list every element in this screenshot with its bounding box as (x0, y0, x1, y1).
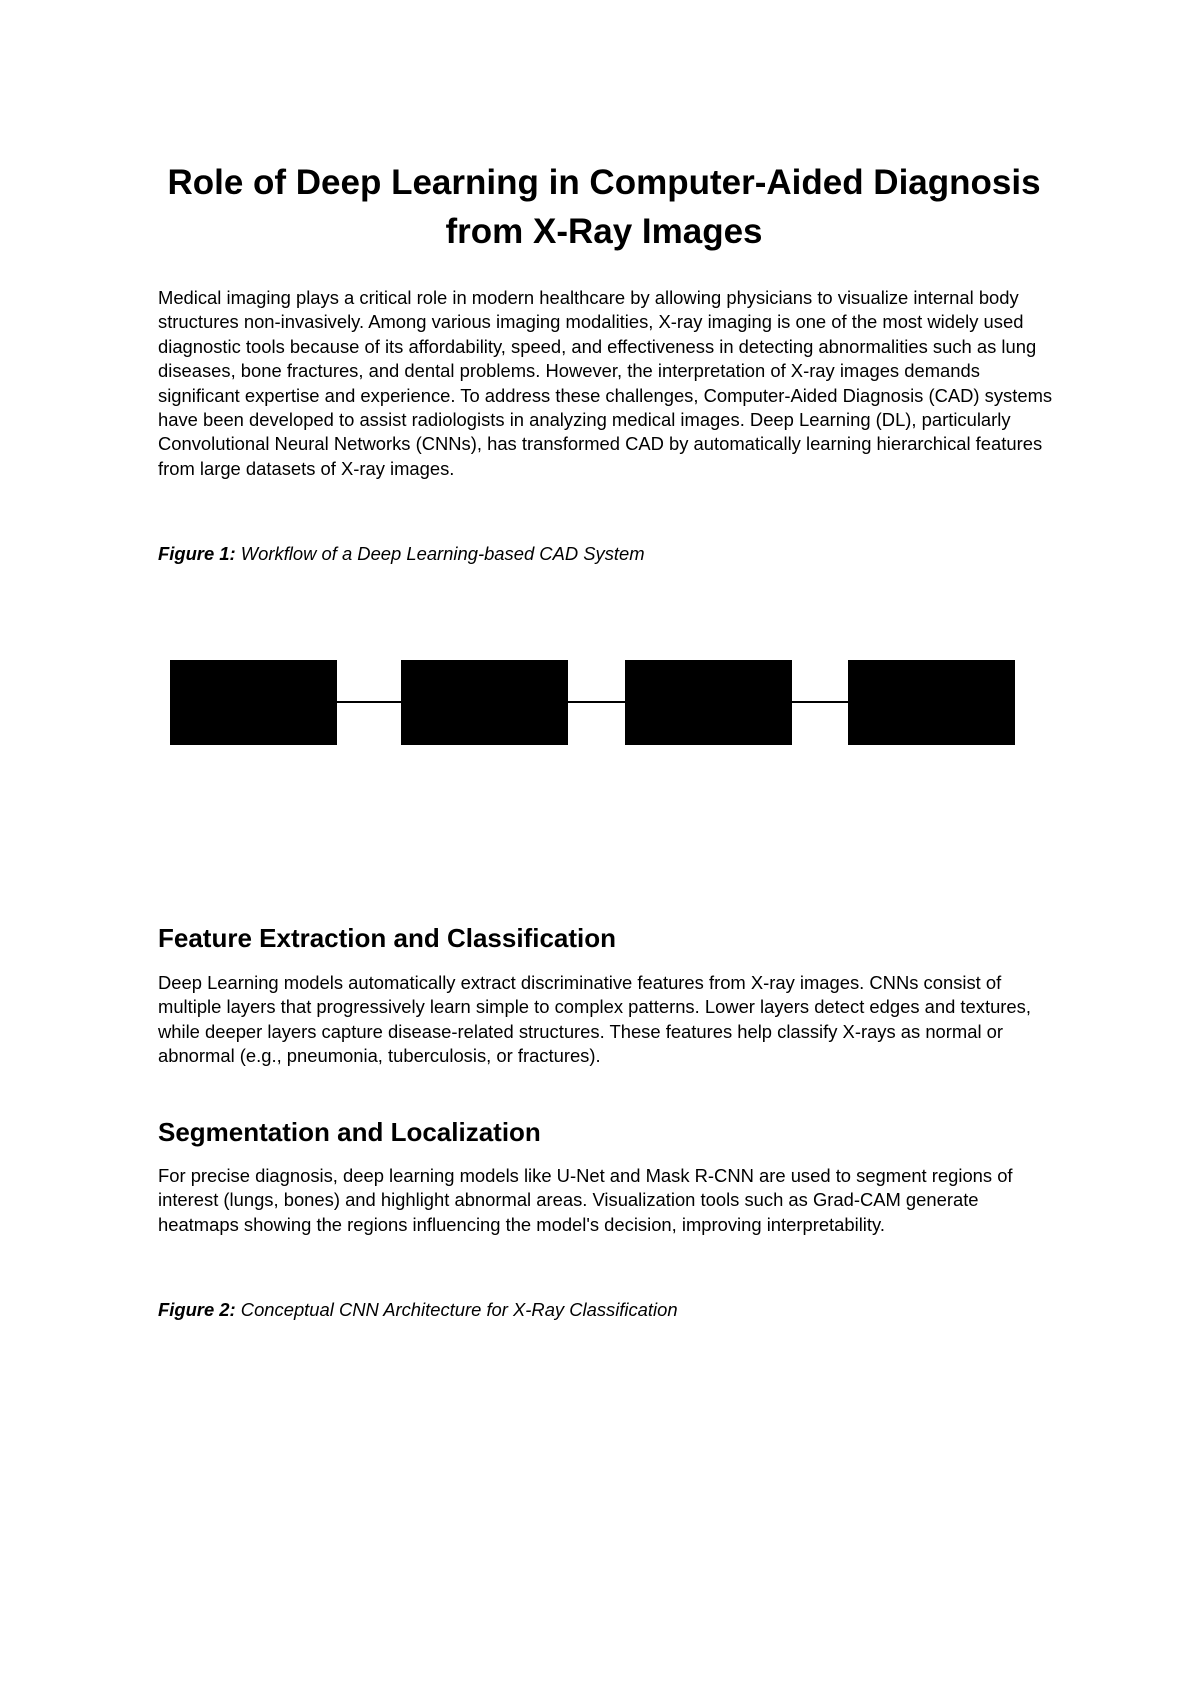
workflow-diagram (170, 655, 1020, 750)
document-title: Role of Deep Learning in Computer-Aided Diagnosis from X-Ray Images (167, 163, 1041, 251)
section-body-segmentation: For precise diagnosis, deep learning models like U-Net and Mask R-CNN are used to segment regions of interest (lungs, bones) and highlight abnormal areas. Visualization tools such as Grad-CAM generate heatmaps showing the regions influencing the model's decision, improving interpretability. (158, 1165, 1013, 1235)
figure-1-text: Workflow of a Deep Learning-based CAD System (240, 543, 645, 564)
intro-paragraph: Medical imaging plays a critical role in modern healthcare by allowing physicians to visualize internal body structures non-invasively. Among various imaging modalities, X-ray imaging is one of the most widely used diagnostic tools because of its affordability, speed, and effectiveness in detecting abnormalities such as lung diseases, bone fractures, and dental problems. However, the interpretation of X-ray images demands significant expertise and experience. To address these challenges, Computer-Aided Diagnosis (CAD) systems have been developed to assist radiologists in analyzing medical images. Deep Learning (DL), particularly Convolutional Neural Networks (CNNs), has transformed CAD by automatically learning hierarchical features from large datasets of X-ray images. (158, 287, 1053, 479)
workflow-box-1 (170, 660, 337, 745)
section-heading-segmentation: Segmentation and Localization (158, 1117, 541, 1147)
figure-1-label: Figure 1: (158, 543, 236, 564)
section-heading-feature-extraction: Feature Extraction and Classification (158, 923, 617, 953)
figure-2-text: Conceptual CNN Architecture for X-Ray Classification (240, 1299, 678, 1320)
section-body-feature-extraction: Deep Learning models automatically extract discriminative features from X-ray images. CNNs consist of multiple layers that progressively learn simple to complex patterns. Lower layers detect edges and textures, while deeper layers capture disease-related structures. These features help classify X-rays as normal or abnormal (e.g., pneumonia, tuberculosis, or fractures). (158, 972, 1031, 1067)
figure-2-label: Figure 2: (158, 1299, 236, 1320)
figure-2-caption (158, 1298, 678, 1322)
workflow-box-3 (625, 660, 792, 745)
workflow-box-4 (848, 660, 1015, 745)
workflow-box-2 (401, 660, 568, 745)
figure-1-caption (158, 542, 645, 566)
